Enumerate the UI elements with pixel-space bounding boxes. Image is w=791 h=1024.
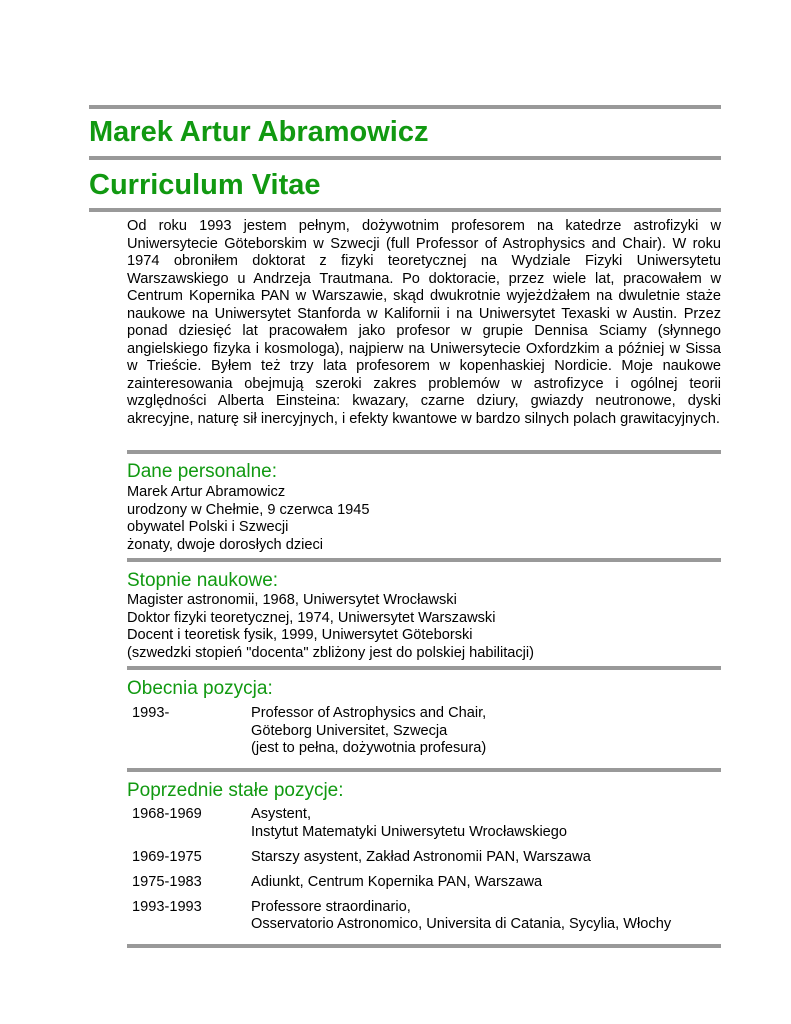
intro-paragraph: Od roku 1993 jestem pełnym, dożywotnim profesorem na katedrze astrofizyki w Uniwersytecie Göteborskim w Szwecji (full Professor of Astrophysics and Chair). W roku 1974 obroniłem doktorat z fizyki teoretycznej na Wydziale Fizyki Uniwersytetu Warszawskiego u Andrzeja Trautmana. Po doktoracie, przez wiele lat, pracowałem w Centrum Kopernika PAN w Warszawie, skąd dwukrotnie wyjeżdżałem na dwuletnie staże naukowe na Uniwersytet Stanforda w Kalifornii i na Uniwersytet Texaski w Austin. Przez ponad dziesięć lat pracowałem jako profesor w grupie Dennisa Sciamy (słynnego angielskiego fizyka i kosmologa), najpierw na Uniwersytecie Oxfordzkim a później w Sissa w Trieście. Byłem też trzy lata profesorem w kopenhaskiej Nordicie. Moje naukowe zainteresowania obejmują szeroki zakres problemów w astrofizyce i ogólnej teorii względności Alberta Einsteina: kwazary, czarne dziury, gwiazdy neutronowe, dyski akrecyjne, naturę sił inercyjnych, i efekty kwantowe w bardzo silnych polach grawitacyjnych. (127, 218, 721, 427)
entry-period: 1968-1969 (132, 806, 202, 822)
title-divider (89, 156, 721, 160)
degree-line: Docent i teoretisk fysik, 1999, Uniwersytet Göteborski (127, 627, 473, 643)
degree-line: Magister astronomii, 1968, Uniwersytet Wrocławski (127, 592, 457, 608)
page-subtitle: Curriculum Vitae (89, 169, 321, 201)
entry-line: Instytut Matematyki Uniwersytetu Wrocławskiego (251, 823, 568, 840)
entry-period: 1969-1975 (132, 848, 202, 865)
top-divider (89, 105, 721, 109)
entry-line: Starszy asystent, Zakład Astronomii PAN, Warszawa (251, 848, 591, 865)
degrees-heading: Stopnie naukowe: (127, 570, 279, 591)
degrees-divider (127, 558, 721, 562)
page-title: Marek Artur Abramowicz (89, 116, 429, 148)
entry-line: Professor of Astrophysics and Chair, (251, 705, 487, 721)
entry-line: Adiunkt, Centrum Kopernika PAN, Warszawa (251, 873, 543, 890)
current-list (132, 705, 722, 765)
entry-period: 1993- (132, 705, 170, 721)
previous-heading: Poprzednie stałe pozycje: (127, 780, 344, 801)
list-item (132, 849, 722, 867)
personal-line: Marek Artur Abramowicz (127, 484, 286, 500)
subtitle-divider (89, 208, 721, 212)
current-heading: Obecnia pozycja: (127, 678, 273, 699)
entry-period: 1975-1983 (132, 873, 202, 890)
previous-divider (127, 768, 721, 772)
previous-list (132, 806, 722, 941)
personal-divider (127, 450, 721, 454)
degree-line: Doktor fizyki teoretycznej, 1974, Uniwersytet Warszawski (127, 609, 496, 626)
personal-line: obywatel Polski i Szwecji (127, 519, 289, 535)
list-item (132, 899, 722, 934)
personal-line: żonaty, dwoje dorosłych dzieci (127, 536, 324, 553)
entry-line: Asystent, (251, 806, 312, 822)
list-item (132, 806, 722, 841)
entry-description (251, 874, 542, 892)
bottom-divider (127, 944, 721, 948)
entry-description (251, 849, 591, 867)
entry-period: 1993-1993 (132, 898, 202, 915)
personal-heading: Dane personalne: (127, 461, 277, 482)
entry-description (251, 705, 486, 758)
list-item (132, 874, 722, 892)
degree-line: (szwedzki stopień "docenta" zbliżony jest do polskiej habilitacji) (127, 644, 535, 661)
entry-line: Professore straordinario, (251, 898, 411, 915)
entry-line: Göteborg Universitet, Szwecja (251, 722, 448, 739)
personal-line: urodzony w Chełmie, 9 czerwca 1945 (127, 501, 370, 518)
degrees-list (127, 592, 534, 662)
entry-line: (jest to pełna, dożywotnia profesura) (251, 740, 487, 756)
personal-list (127, 484, 370, 554)
entry-description (251, 806, 567, 841)
entry-description (251, 899, 671, 934)
list-item (132, 705, 722, 758)
entry-line: Osservatorio Astronomico, Universita di Catania, Sycylia, Włochy (251, 916, 672, 932)
current-divider (127, 666, 721, 670)
